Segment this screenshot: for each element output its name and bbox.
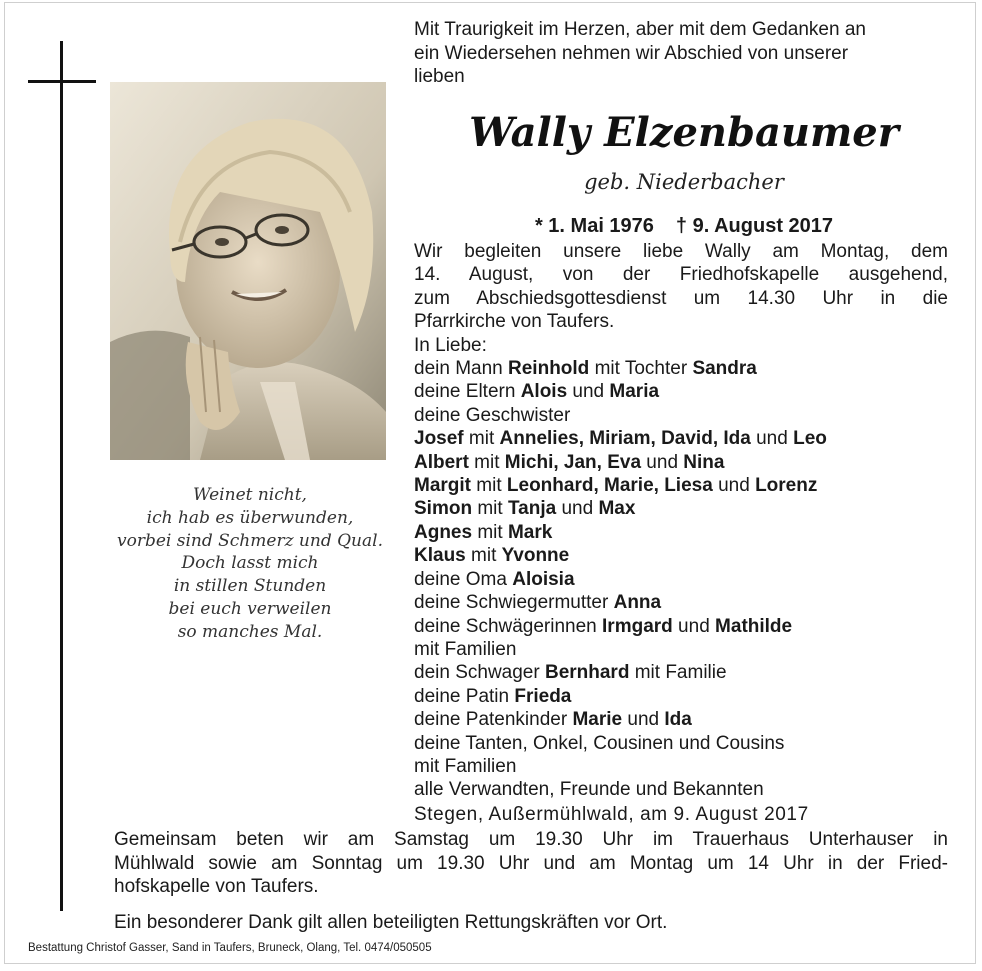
birth-date: * 1. Mai 1976 (534, 215, 654, 237)
prayer-info (114, 828, 948, 899)
mourner-text: deine Geschwister (414, 404, 571, 426)
mourner-name: Sandra (692, 358, 757, 380)
mourner-text: und (672, 615, 716, 637)
poem-line: vorbei sind Schmerz und Qual. (117, 530, 383, 551)
mourner-line (414, 708, 948, 731)
funeral-home: Bestattung Christof Gasser, Sand in Taufers, Bruneck, Olang, Tel. 0474/050505 (28, 942, 432, 954)
poem-line: bei euch verweilen (168, 598, 332, 619)
intro-line: lieben (414, 66, 465, 87)
mourner-text: deine Tanten, Onkel, Cousinen und Cousins (414, 732, 785, 754)
poem-line: Weinet nicht, (193, 485, 307, 505)
mourner-name: Leonhard, Marie, Liesa (506, 475, 713, 497)
mourner-text: deine Eltern (414, 381, 521, 403)
cross-icon-vertical (60, 41, 63, 911)
mourner-line (414, 568, 948, 591)
intro-line: ein Wiedersehen nehmen wir Abschied von unserer (414, 42, 849, 64)
mourner-text: deine Schwägerinnen (414, 615, 603, 637)
mourner-line (414, 685, 948, 708)
cross-icon-horizontal (28, 80, 96, 83)
mourner-name: Margit (414, 475, 471, 497)
mourner-text: und (567, 381, 610, 403)
mourner-line (414, 474, 948, 497)
mourner-name: Simon (414, 498, 473, 520)
announcement-line: 14. August, von der Friedhofskapelle ausgehend, (414, 264, 948, 286)
mourner-text: mit (471, 475, 507, 497)
intro-text (414, 18, 954, 89)
mourner-name: Albert (414, 451, 469, 473)
death-date: † 9. August 2017 (675, 215, 834, 237)
mourner-line (414, 451, 948, 474)
mourner-name: Max (598, 498, 636, 520)
mourner-line (414, 380, 948, 403)
mourner-text: mit (465, 545, 502, 567)
mourner-text: und (750, 428, 794, 450)
mourner-line (414, 615, 948, 638)
mourner-line (414, 427, 948, 450)
thanks-note: Ein besonderer Dank gilt allen beteiligten Rettungskräften vor Ort. (114, 912, 668, 933)
mourner-line (414, 755, 948, 778)
mourner-line (414, 732, 948, 755)
mourner-text: mit Familien (414, 755, 517, 777)
mourner-text: deine Patin (414, 685, 515, 707)
mourner-name: Klaus (414, 545, 466, 567)
mourner-name: Lorenz (755, 475, 818, 497)
mourner-text: mit (463, 428, 500, 450)
mourner-text: mit Familien (414, 638, 517, 660)
mourner-text: deine Patenkinder (414, 709, 573, 731)
mourner-name: Aloisia (512, 568, 575, 590)
mourner-line (414, 404, 948, 427)
poem-line: ich hab es überwunden, (146, 507, 354, 528)
mourner-name: Michi, Jan, Eva (504, 451, 642, 473)
mourner-name: Marie (572, 709, 623, 731)
mourner-line (414, 661, 948, 684)
poem-line: in stillen Stunden (173, 576, 327, 597)
announcement-line: zum Abschiedsgottesdienst um 14.30 Uhr in die (414, 287, 948, 309)
maiden-name: geb. Niederbacher (584, 170, 784, 194)
place-date: Stegen, Außermühlwald, am 9. August 2017 (414, 804, 809, 825)
mourner-name: Irmgard (602, 615, 673, 637)
mourner-name: Annelies, Miriam, David, Ida (499, 428, 751, 450)
mourners-intro: In Liebe: (414, 334, 487, 356)
mourner-name: Anna (613, 592, 662, 614)
announcement-line: Wir begleiten unsere liebe Wally am Montag, dem (414, 241, 948, 262)
mourner-name: Ida (664, 709, 692, 731)
mourner-line (414, 778, 948, 801)
deceased-name: Wally Elzenbaumer (469, 109, 899, 156)
life-dates (414, 213, 954, 239)
mourner-text: deine Oma (414, 568, 513, 590)
prayer-line: Gemeinsam beten wir am Samstag um 19.30 Uhr im Trauerhaus Unterhauser in (114, 829, 948, 850)
poem-line: Doch lasst mich (181, 553, 319, 574)
mourner-text: mit (472, 521, 508, 543)
mourner-name: Mathilde (715, 615, 793, 637)
prayer-line: hofskapelle von Taufers. (114, 876, 319, 898)
mourner-line (414, 521, 948, 544)
poem (100, 484, 400, 644)
mourner-line (414, 497, 948, 520)
poem-line: so manches Mal. (177, 621, 323, 642)
mourner-text: deine Schwiegermutter (414, 592, 614, 614)
intro-line: Mit Traurigkeit im Herzen, aber mit dem Gedanken an (414, 19, 866, 40)
mourner-text: und (556, 498, 599, 520)
prayer-line: Mühlwald sowie am Sonntag um 19.30 Uhr und am Montag um 14 Uhr in der Fried- (114, 852, 948, 874)
mourner-name: Frieda (514, 685, 572, 707)
mourners-list (414, 357, 948, 802)
mourner-text: und (622, 709, 665, 731)
mourner-line (414, 544, 948, 567)
mourner-name: Mark (507, 521, 553, 543)
mourner-name: Reinhold (508, 358, 590, 380)
mourner-name: Maria (609, 381, 660, 403)
portrait-photo (110, 82, 386, 460)
mourner-name: Yvonne (501, 545, 570, 567)
mourner-name: Agnes (414, 521, 473, 543)
mourner-name: Josef (414, 428, 464, 450)
mourner-text: mit Familie (629, 662, 727, 684)
mourner-text: mit (472, 498, 508, 520)
mourner-name: Nina (683, 451, 725, 473)
announcement (414, 240, 948, 802)
mourner-text: und (641, 451, 684, 473)
announcement-line: Pfarrkirche von Taufers. (414, 311, 615, 333)
mourner-text: mit Tochter (589, 358, 693, 380)
mourner-text: dein Mann (414, 358, 509, 380)
mourner-line (414, 638, 948, 661)
mourner-line (414, 591, 948, 614)
mourner-name: Alois (520, 381, 568, 403)
mourner-line (414, 357, 948, 380)
mourner-name: Bernhard (544, 662, 630, 684)
mourner-name: Leo (793, 428, 827, 450)
mourner-text: dein Schwager (414, 662, 545, 684)
mourner-text: und (712, 475, 756, 497)
mourner-text: mit (468, 451, 505, 473)
mourner-text: alle Verwandten, Freunde und Bekannten (414, 779, 764, 801)
mourner-name: Tanja (507, 498, 557, 520)
